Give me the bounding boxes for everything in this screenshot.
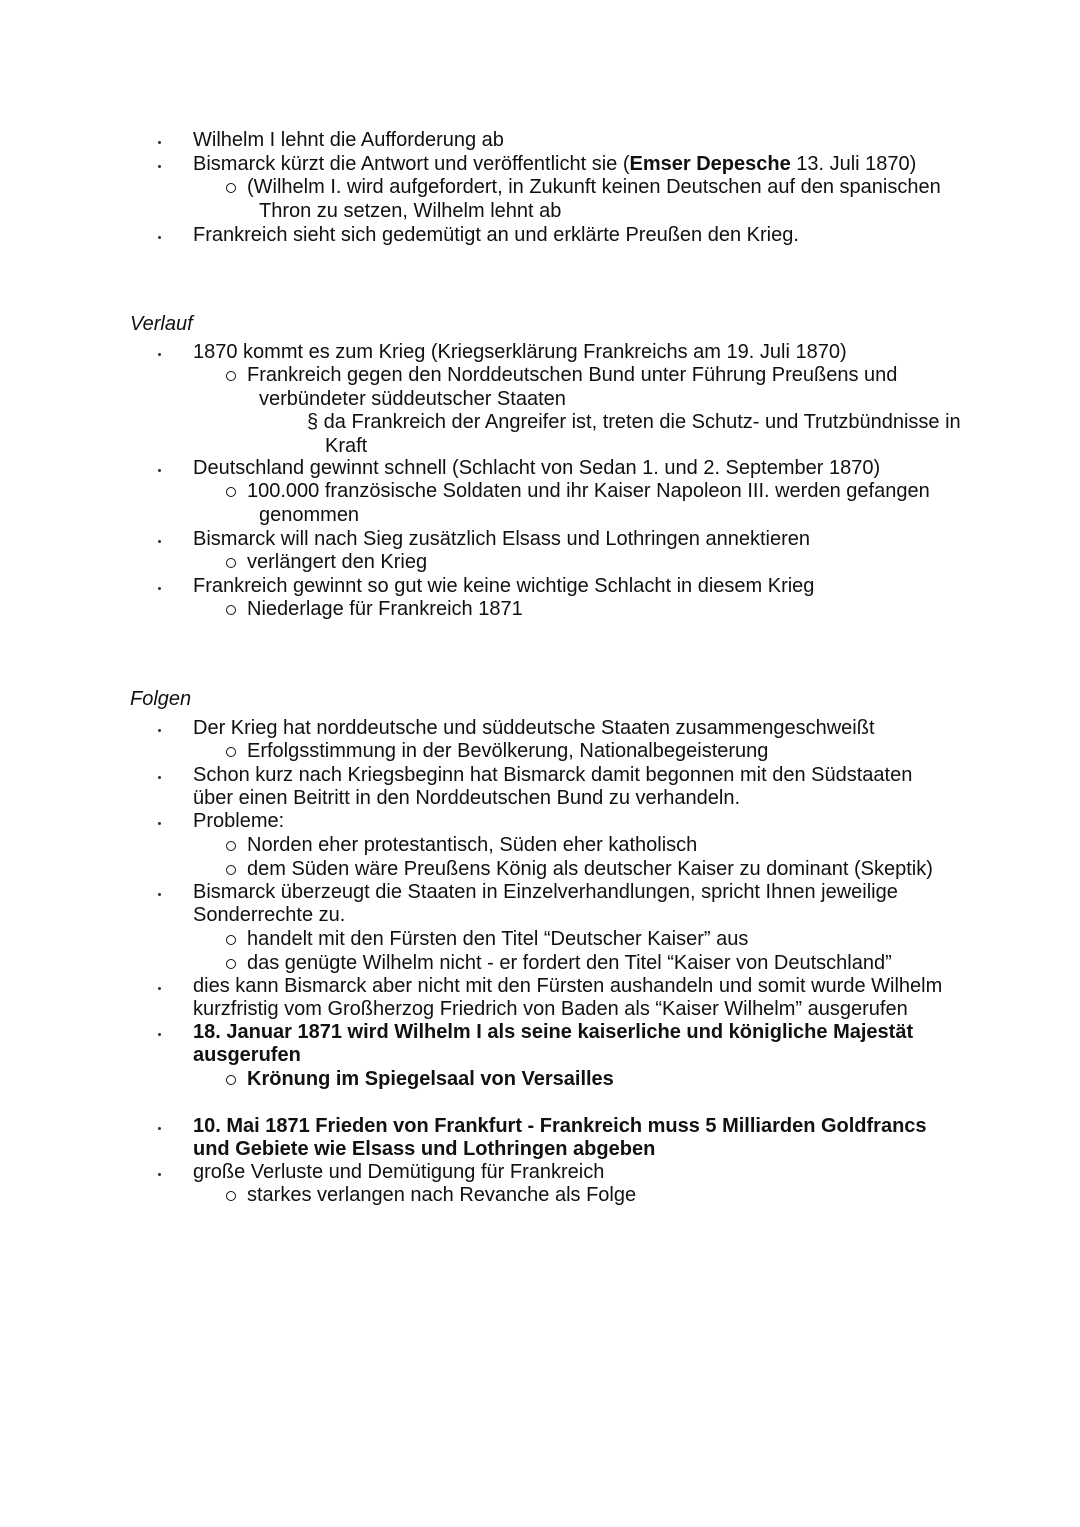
intro-bullet-1: Wilhelm I lehnt die Aufforderung ab xyxy=(193,129,504,151)
intro-bullet-2-post: 13. Juli 1870) xyxy=(790,153,917,175)
folgen-bullet-5b: kurzfristig vom Großherzog Friedrich von Baden als “Kaiser Wilhelm” ausgerufen xyxy=(193,998,908,1020)
bullet-marker xyxy=(157,469,163,475)
folgen-bullet-8: große Verluste und Demütigung für Frankreich xyxy=(193,1161,605,1183)
bullet-marker xyxy=(157,987,163,993)
bullet-marker xyxy=(157,822,163,828)
folgen-bullet-4b: Sonderrechte zu. xyxy=(193,904,346,926)
folgen-heading: Folgen xyxy=(130,688,192,710)
folgen-bullet-7b: und Gebiete wie Elsass und Lothringen abgeben xyxy=(193,1138,656,1160)
folgen-sub-4-1: handelt mit den Fürsten den Titel “Deutscher Kaiser” aus xyxy=(247,928,749,950)
circle-marker xyxy=(226,1191,236,1201)
verlauf-bullet-2: Deutschland gewinnt schnell (Schlacht von Sedan 1. und 2. September 1870) xyxy=(193,457,881,479)
circle-marker xyxy=(226,371,236,381)
bullet-marker xyxy=(157,893,163,899)
folgen-sub-6: Krönung im Spiegelsaal von Versailles xyxy=(247,1068,614,1090)
folgen-bullet-3: Probleme: xyxy=(193,810,285,832)
circle-marker xyxy=(226,747,236,757)
circle-marker xyxy=(226,841,236,851)
folgen-bullet-6a: 18. Januar 1871 wird Wilhelm I als seine kaiserliche und königliche Majestät xyxy=(193,1021,914,1043)
circle-marker xyxy=(226,865,236,875)
verlauf-sub-3: verlängert den Krieg xyxy=(247,551,428,573)
bullet-marker xyxy=(157,776,163,782)
bullet-marker xyxy=(157,587,163,593)
folgen-bullet-2a: Schon kurz nach Kriegsbeginn hat Bismarck damit begonnen mit den Südstaaten xyxy=(193,764,913,786)
intro-sub-2b: Thron zu setzen, Wilhelm lehnt ab xyxy=(259,200,562,222)
verlauf-heading: Verlauf xyxy=(130,313,193,335)
verlauf-subsub-1a: § da Frankreich der Angreifer ist, treten die Schutz- und Trutzbündnisse in xyxy=(307,411,961,433)
folgen-bullet-4a: Bismarck überzeugt die Staaten in Einzelverhandlungen, spricht Ihnen jeweilige xyxy=(193,881,898,903)
verlauf-sub-1a: Frankreich gegen den Norddeutschen Bund unter Führung Preußens und xyxy=(247,364,898,386)
folgen-sub-3-2: dem Süden wäre Preußens König als deutscher Kaiser zu dominant (Skeptik) xyxy=(247,858,933,880)
bullet-marker xyxy=(157,540,163,546)
bullet-marker xyxy=(157,165,163,171)
folgen-sub-8: starkes verlangen nach Revanche als Folge xyxy=(247,1184,637,1206)
verlauf-sub-1b: verbündeter süddeutscher Staaten xyxy=(259,388,566,410)
circle-marker xyxy=(226,1075,236,1085)
intro-sub-2a: (Wilhelm I. wird aufgefordert, in Zukunft keinen Deutschen auf den spanischen xyxy=(247,176,941,198)
bullet-marker xyxy=(157,141,163,147)
intro-bullet-2 xyxy=(193,152,916,176)
folgen-sub-4-2: das genügte Wilhelm nicht - er fordert den Titel “Kaiser von Deutschland” xyxy=(247,952,892,974)
verlauf-bullet-3: Bismarck will nach Sieg zusätzlich Elsass und Lothringen annektieren xyxy=(193,528,810,550)
folgen-sub-3-1: Norden eher protestantisch, Süden eher katholisch xyxy=(247,834,698,856)
verlauf-sub-2a: 100.000 französische Soldaten und ihr Kaiser Napoleon III. werden gefangen xyxy=(247,480,930,502)
circle-marker xyxy=(226,605,236,615)
bullet-marker xyxy=(157,353,163,359)
folgen-bullet-2b: über einen Beitritt in den Norddeutschen Bund zu verhandeln. xyxy=(193,787,741,809)
circle-marker xyxy=(226,558,236,568)
intro-bullet-2-pre: Bismarck kürzt die Antwort und veröffentlicht sie ( xyxy=(193,153,630,175)
emser-depesche-label: Emser Depesche xyxy=(629,153,791,175)
bullet-marker xyxy=(157,236,163,242)
verlauf-sub-2b: genommen xyxy=(259,504,360,526)
folgen-bullet-1: Der Krieg hat norddeutsche und süddeutsche Staaten zusammengeschweißt xyxy=(193,717,875,739)
circle-marker xyxy=(226,935,236,945)
folgen-bullet-6b: ausgerufen xyxy=(193,1044,301,1066)
folgen-bullet-5a: dies kann Bismarck aber nicht mit den Fürsten aushandeln und somit wurde Wilhelm xyxy=(193,975,943,997)
folgen-sub-1: Erfolgsstimmung in der Bevölkerung, Nationalbegeisterung xyxy=(247,740,769,762)
circle-marker xyxy=(226,959,236,969)
circle-marker xyxy=(226,487,236,497)
verlauf-subsub-1b: Kraft xyxy=(325,435,368,457)
verlauf-bullet-4: Frankreich gewinnt so gut wie keine wichtige Schlacht in diesem Krieg xyxy=(193,575,815,597)
bullet-marker xyxy=(157,1127,163,1133)
intro-bullet-3: Frankreich sieht sich gedemütigt an und erklärte Preußen den Krieg. xyxy=(193,224,799,246)
bullet-marker xyxy=(157,729,163,735)
bullet-marker xyxy=(157,1173,163,1179)
bullet-marker xyxy=(157,1033,163,1039)
circle-marker xyxy=(226,183,236,193)
verlauf-sub-4: Niederlage für Frankreich 1871 xyxy=(247,598,523,620)
folgen-bullet-7a: 10. Mai 1871 Frieden von Frankfurt - Frankreich muss 5 Milliarden Goldfrancs xyxy=(193,1115,927,1137)
verlauf-bullet-1: 1870 kommt es zum Krieg (Kriegserklärung Frankreichs am 19. Juli 1870) xyxy=(193,341,847,363)
